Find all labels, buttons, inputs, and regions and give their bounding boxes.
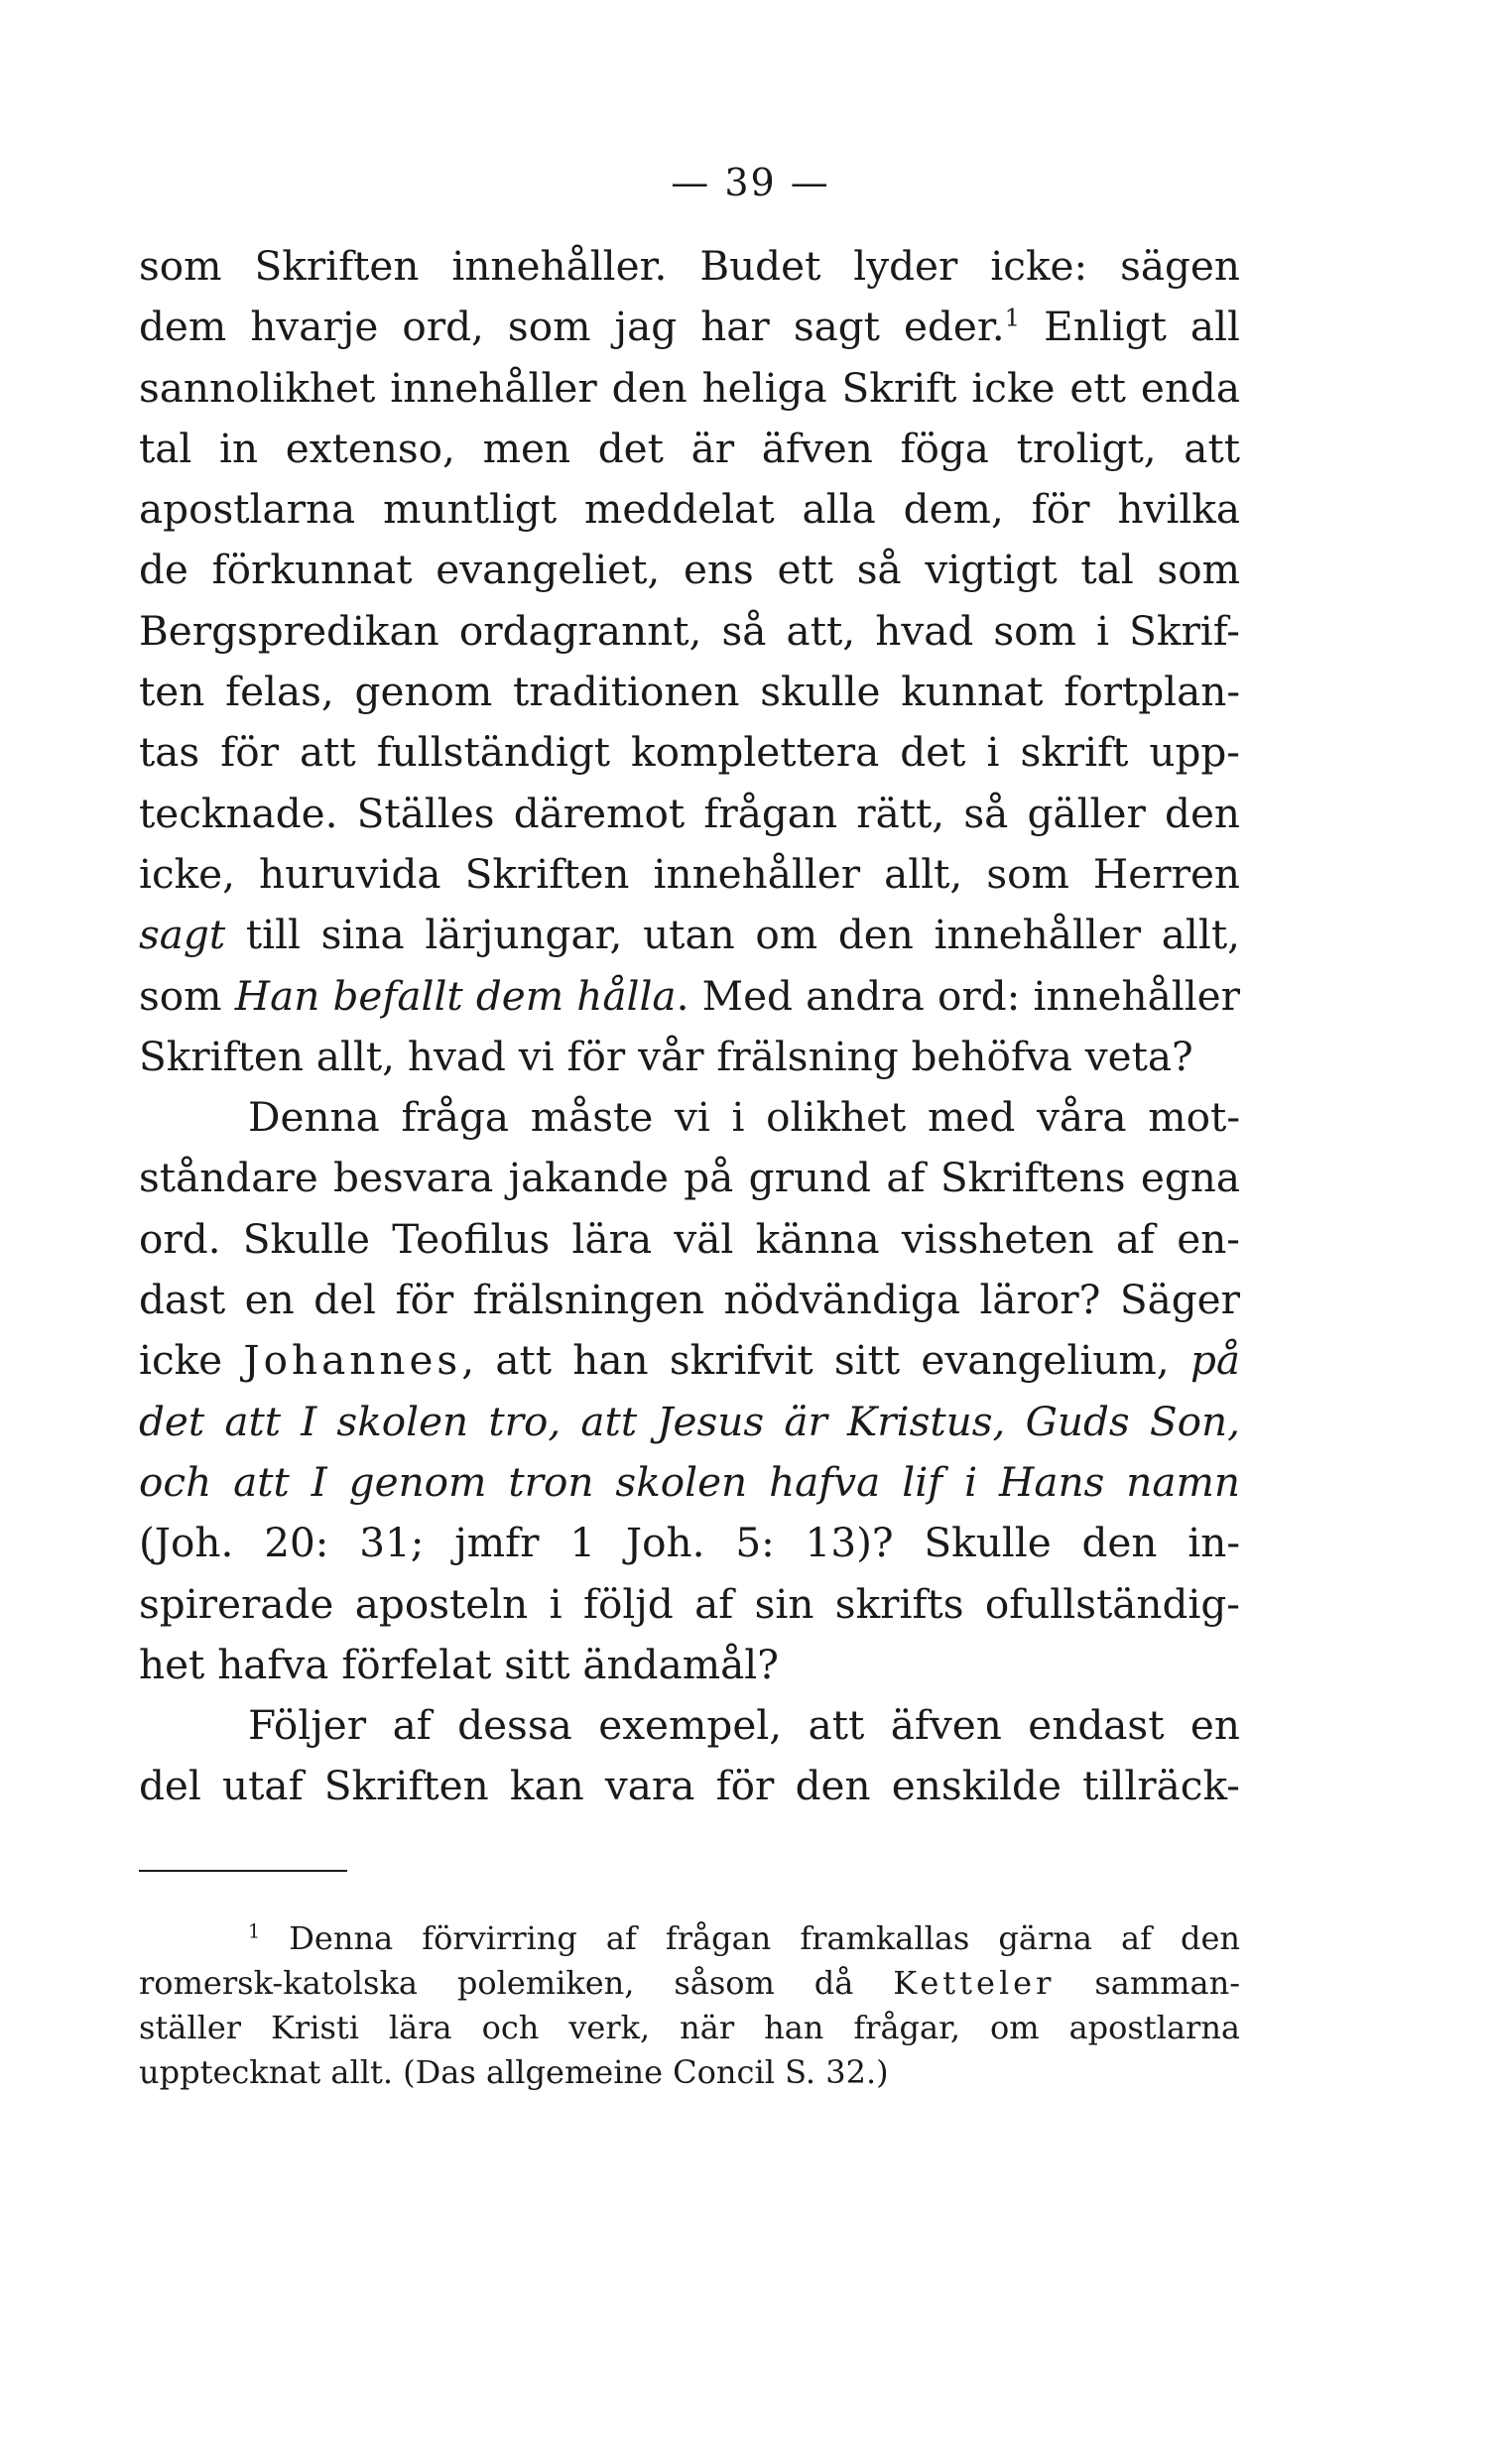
text-line: Skriften allt, hvad vi för vår frälsning behöfva veta? (139, 1032, 1193, 1080)
footnote-reference[interactable]: 1 (1004, 303, 1021, 332)
text-line: Denna fråga måste vi i olikhet med våra mot- (248, 1093, 1240, 1142)
main-text (139, 236, 1240, 1817)
text-line: sannolikhet innehåller den heliga Skrift icke ett enda (139, 363, 1240, 412)
footnote-divider (139, 1870, 347, 1872)
text-line: tas för att fullständigt komplettera det i skrift upp- (139, 728, 1240, 777)
italic-phrase: sagt (139, 911, 226, 959)
text-line: het hafva förfelat sitt ändamål? (139, 1640, 779, 1688)
footnote-line: upptecknat allt. (Das allgemeine Concil S. 32.) (139, 2053, 889, 2091)
text-line: dast en del för frälsningen nödvändiga läror? Säger (139, 1276, 1240, 1324)
text-line: dem hvarje ord, som jag har sagt eder.$^1$ Enligt all (139, 303, 1240, 351)
text-line: ståndare besvara jakande på grund af Skriftens egna (139, 1154, 1240, 1202)
italic-phrase: Han befallt dem hålla (234, 971, 677, 1020)
text-line: tecknade. Ställes däremot frågan rätt, så gäller den (139, 789, 1240, 837)
italic-quote: det att I skolen tro, att Jesus är Kristus, Guds Son, (139, 1397, 1240, 1445)
page-number: — 39 — (671, 161, 830, 204)
text-line: icke Johannes, att han skrifvit sitt evangelium, på (139, 1336, 1241, 1385)
text-line: (Joh. 20: 31; jmfr 1 Joh. 5: 13)? Skulle den in- (139, 1519, 1240, 1567)
text-line: som Skriften innehåller. Budet lyder icke: sägen (139, 242, 1240, 290)
text-line: Följer af dessa exempel, att äfven endast en (248, 1701, 1240, 1750)
text-line: apostlarna muntligt meddelat alla dem, för hvilka (139, 485, 1240, 534)
text-line: ord. Skulle Teofilus lära väl känna vissheten af en- (139, 1214, 1240, 1263)
footnote-line: ställer Kristi lära och verk, när han frågar, om apostlarna (139, 2009, 1240, 2046)
text-line: de förkunnat evangeliet, ens ett så vigtigt tal som (139, 546, 1240, 594)
spaced-name: Ketteler (893, 1964, 1056, 2002)
footnote-marker: 1 (248, 1919, 261, 1943)
footnote-line: $^1$ Denna förvirring af frågan framkallas gärna af den (248, 1919, 1240, 1957)
italic-phrase: på (1189, 1336, 1241, 1385)
text-line: sagt till sina lärjungar, utan om den innehåller allt, (139, 911, 1240, 959)
text-line: icke, huruvida Skriften innehåller allt, som Herren (139, 849, 1240, 898)
text-line: som Han befallt dem hålla. Med andra ord: innehåller (139, 971, 1240, 1020)
spaced-name: Johannes (243, 1336, 462, 1385)
footnote (139, 1916, 1240, 2095)
text-line: spirerade aposteln i följd af sin skrifts ofullständig- (139, 1579, 1240, 1628)
footnote-line: romersk-katolska polemiken, såsom då Ketteler samman- (139, 1964, 1241, 2002)
text-line: del utaf Skriften kan vara för den enskilde tillräck- (139, 1762, 1240, 1810)
italic-quote: och att I genom tron skolen hafva lif i Hans namn (139, 1457, 1240, 1506)
text-line: Bergspredikan ordagrannt, så att, hvad som i Skrif- (139, 606, 1240, 655)
text-line (139, 1452, 1240, 1513)
text-line: tal in extenso, men det är äfven föga troligt, att (139, 424, 1240, 472)
text-line: ten felas, genom traditionen skulle kunnat fortplan- (139, 668, 1240, 716)
text-line (139, 1392, 1240, 1452)
